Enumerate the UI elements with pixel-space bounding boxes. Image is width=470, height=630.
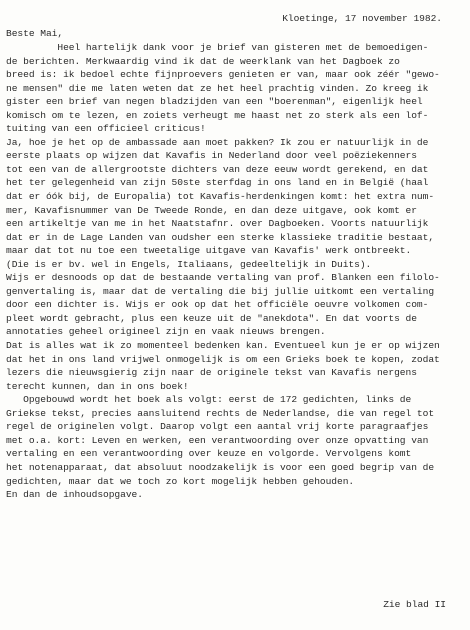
letter-line: gister een brief van negen bladzijden van een "boerenman", eigenlijk heel — [6, 96, 423, 108]
letter-line: maar dat tot nu toe een tweetalige uitgave van Kavafis' werk ontbreekt. — [6, 245, 412, 257]
letter-line: door een dichter is. Wijs er ook op dat het officiële oeuvre volkomen com- — [6, 299, 429, 311]
letter-line: Griekse tekst, precies aansluitend rechts de Nederlandse, die van regel tot — [6, 407, 435, 419]
letter-line: gedichten, maar dat we toch zo kort mogelijk hebben gehouden. — [6, 475, 355, 487]
letter-line: tuiting van een officieel criticus! — [6, 123, 206, 135]
letter-line: dat het in ons land vrijwel onmogelijk is om een Grieks boek te kopen, zodat — [6, 353, 440, 365]
letter-line: tot een van de allergrootste dichters van deze eeuw wordt gerekend, en dat — [6, 163, 429, 175]
letter-line: genvertaling is, maar dat de vertaling die bij jullie uitkomt een vertaling — [6, 285, 435, 297]
letter-line: Ja, hoe je het op de ambassade aan moet pakken? Ik zou er natuurlijk in de — [6, 136, 429, 148]
letter-line: eerste plaats op wijzen dat Kavafis in Nederland door veel poëziekenners — [6, 150, 417, 162]
letter-body — [6, 12, 458, 502]
letter-text — [6, 41, 458, 502]
letter-line: het notenapparaat, dat absoluut noodzakelijk is voor een goed begrip van de — [6, 461, 435, 473]
letter-line: pleet wordt gebracht, plus een keuze uit de "anekdota". En dat voorts de — [6, 312, 417, 324]
letter-line: Dat is alles wat ik zo momenteel bedenken kan. Eventueel kun je er op wijzen — [6, 340, 440, 352]
letter-line: dat er in de Lage Landen van oudsher een sterke klassieke traditie bestaat, — [6, 231, 435, 243]
letter-line: de berichten. Merkwaardig vind ik dat de weerklank van het Dagboek zo — [6, 55, 400, 67]
place-date: Kloetinge, 17 november 1982. — [282, 13, 442, 24]
letter-line: En dan de inhoudsopgave. — [6, 489, 143, 501]
letter-line: lezers die nieuwsgierig zijn naar de originele tekst van Kavafis nergens — [6, 367, 417, 379]
letter-line: vertaling en een verantwoording over keuze en volgorde. Vervolgens komt — [6, 448, 412, 460]
letter-line: (Die is er bv. wel in Engels, Italiaans, gedeeltelijk in Duits). — [6, 258, 372, 270]
letter-line: dat er óók bij, de Europalia) tot Kavafis-herdenkingen komt: het extra num- — [6, 191, 435, 203]
letter-line: Opgebouwd wordt het boek als volgt: eerst de 172 gedichten, links de — [6, 394, 412, 406]
letter-line: breed is: ik bedoel echte fijnproevers genieten er van, maar ook zéér "gewo- — [6, 69, 440, 81]
letter-line: regel de originelen volgt. Daarop volgt een aantal vrij korte paragraafjes — [6, 421, 429, 433]
letter-line: terecht kunnen, dan in ons boek! — [6, 380, 189, 392]
letter-line: Heel hartelijk dank voor je brief van gisteren met de bemoedigen- — [6, 42, 429, 53]
letter-line: een artikeltje van me in het Naatstafnr. over Dagboeken. Voorts natuurlijk — [6, 218, 429, 230]
salutation: Beste Mai, — [6, 28, 64, 39]
letter-line: Wijs er desnoods op dat de bestaande vertaling van prof. Blanken een filolo- — [6, 272, 440, 284]
letter-line: komisch om te lezen, en zoiets verheugt me haast net zo sterk als een lof- — [6, 109, 429, 121]
letter-line: mer, Kavafisnummer van De Tweede Ronde, en dan deze uitgave, ook komt er — [6, 204, 417, 216]
letter-line: met o.a. kort: Leven en werken, een verantwoording over onze opvatting van — [6, 434, 429, 446]
letter-line: annotaties geheel origineel zijn en vaak nieuws brengen. — [6, 326, 326, 338]
letter-line: ne mensen" die me laten weten dat ze het heel prachtig vinden. Zo kreeg ik — [6, 82, 429, 94]
page-continuation-note: Zie blad II — [383, 599, 446, 610]
letter-line: het ter gelegenheid van zijn 50ste sterfdag in ons land en in België (haal — [6, 177, 429, 189]
